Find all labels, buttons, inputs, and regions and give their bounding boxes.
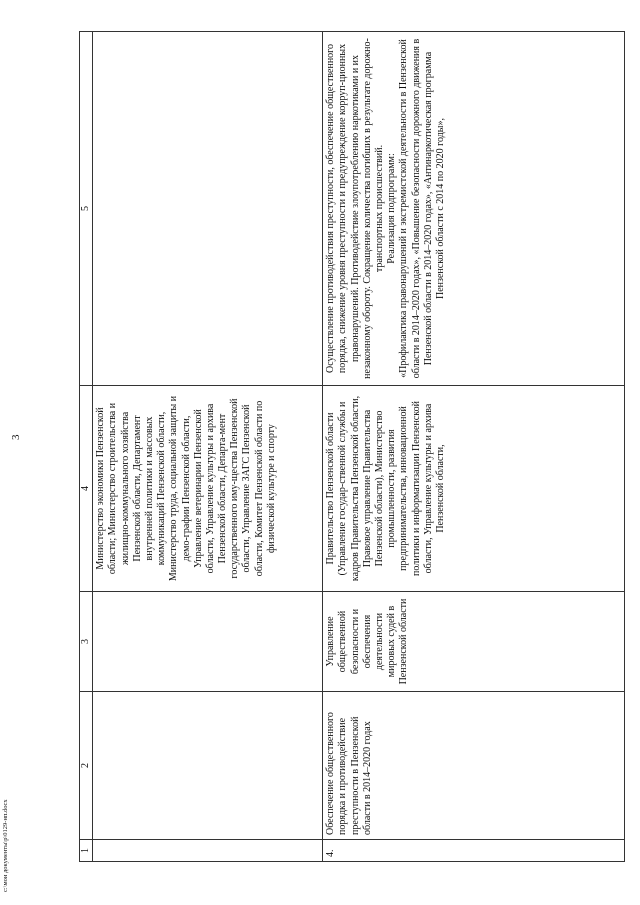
header-col-2: 2 — [80, 692, 93, 840]
responsible-executor: Управление общественной безопасности и обеспечения деятельности мировых судей в Пензенской области — [323, 592, 625, 692]
subprograms-title: Реализация подпрограмм: — [386, 153, 398, 264]
row-number: 4. — [323, 840, 625, 862]
header-row — [80, 32, 93, 862]
continuation-cell-5 — [93, 32, 323, 386]
document-path-footer: c:\мои документы\р\0129-нп.docx — [2, 799, 9, 892]
subprograms-list: «Профилактика правонарушений и экстремистской деятельности в Пензенской области в 2014–2020 годах», «Повышение безопасности дорожного движения в Пензенской области в 2014–2020 годах», «Антинаркотическая программа Пензенской области с 2014 по 2020 годы», — [398, 38, 446, 379]
goals-text: Осуществление противодействия преступности, обеспечение общественного порядка, снижение уровня преступности и предупреждение корруп-ционных правонарушений. Противодействие злоупотреблению наркотиками и их незаконному обороту. Сокращение количества погибших в результате дорожно-транспортных происшествий. — [325, 38, 385, 379]
continuation-row — [93, 32, 323, 862]
rotated-table-sheet — [79, 32, 625, 862]
program-name: Обеспечение общественного порядка и противодействие преступности в Пензенской области в 2014–2020 годах — [323, 692, 625, 840]
continuation-cell-3 — [93, 592, 323, 692]
header-col-4: 4 — [80, 386, 93, 592]
continuation-participants: Министерство экономики Пензенской области; Министерство строительства и жилищно-коммунального хозяйства Пензенской области, Департамент внутренней политики и массовых коммуникаций Пензенской области, Министерство труда, социальной защиты и демо-графии Пензенской области, Управление ветеринарии Пензенской области, Управление культуры и архива Пензенской области, Департа-мент государственного иму-щества Пензенской области, Управление ЗАГС Пензенской области, Комитет Пензенской области по физической культуре и спорту — [93, 386, 323, 592]
header-col-3: 3 — [80, 592, 93, 692]
header-col-1: 1 — [80, 840, 93, 862]
page-number: 3 — [10, 434, 22, 440]
program-goals — [323, 32, 625, 386]
program-participants: Правительство Пензенской области (Управление государ-ственной службы и кадров Правительства Пензенской области, Правовое управление Правительства Пензенской области), Министерство промышленности, развития предпринимательства, инновационной политики и информатизации Пензенской области, Управление культуры и архива Пензенской области, — [323, 386, 625, 592]
table-row — [323, 32, 625, 862]
header-col-5: 5 — [80, 32, 93, 386]
programs-table — [79, 31, 625, 862]
continuation-cell-2 — [93, 692, 323, 840]
continuation-cell-1 — [93, 840, 323, 862]
